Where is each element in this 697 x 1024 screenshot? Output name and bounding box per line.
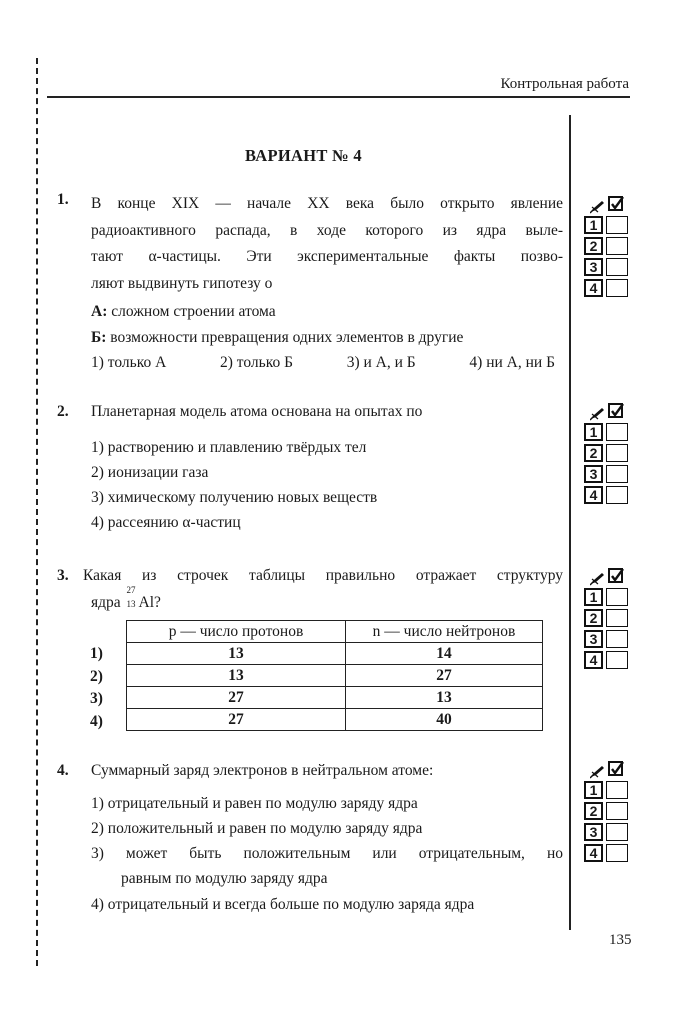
option-1: 1) растворению и плавлению твёрдых тел — [91, 439, 367, 456]
answer-boxes-q3 — [584, 568, 634, 672]
answer-row-3 — [584, 630, 634, 651]
text-line: Какая из строчек таблицы правильно отражает структуру — [83, 567, 563, 584]
variant-title: ВАРИАНТ № 4 — [245, 146, 362, 165]
row-label: 2) — [90, 667, 103, 685]
question-number: 2. — [57, 403, 69, 420]
statement-a — [91, 303, 276, 321]
answer-options — [91, 354, 555, 372]
text-line: 3) может быть положительным или отрицательным, но — [91, 845, 563, 862]
answer-number: 1 — [584, 216, 603, 234]
table-cell: 13 — [127, 643, 346, 665]
answer-number: 4 — [584, 279, 603, 297]
answer-header — [584, 568, 634, 588]
answer-row-2 — [584, 444, 634, 465]
answer-input-box[interactable] — [606, 465, 628, 483]
question-number: 1. — [57, 191, 69, 208]
answer-input-box[interactable] — [606, 237, 628, 255]
answer-header — [584, 403, 634, 423]
table-cell: 13 — [127, 665, 346, 687]
checkmark-icon — [610, 761, 625, 776]
option-1: 1) отрицательный и равен по модулю заряду ядра — [91, 795, 418, 812]
isotope-notation — [125, 585, 139, 609]
answer-number: 3 — [584, 258, 603, 276]
page-number: 135 — [609, 932, 632, 948]
option-3-continuation: равным по модулю заряду ядра — [121, 870, 328, 887]
question-text — [83, 567, 563, 585]
pen-icon — [590, 198, 606, 214]
statement-label: А: — [91, 303, 108, 320]
answer-input-box[interactable] — [606, 279, 628, 297]
checkmark-icon — [610, 196, 625, 211]
answer-row-1 — [584, 588, 634, 609]
answer-row-4 — [584, 486, 634, 507]
pen-icon — [590, 763, 606, 779]
answer-number: 2 — [584, 444, 603, 462]
option-2: 2) только Б — [220, 354, 293, 371]
option-4: 4) отрицательный и всегда больше по модулю заряда ядра — [91, 896, 475, 913]
element-symbol: Al? — [138, 594, 161, 611]
table-row — [127, 665, 543, 687]
answer-checkbox[interactable] — [608, 403, 623, 418]
answer-row-1 — [584, 423, 634, 444]
question-text: Суммарный заряд электронов в нейтральном атоме: — [91, 762, 434, 779]
table-row — [127, 709, 543, 731]
table-cell: 27 — [127, 687, 346, 709]
answer-input-box[interactable] — [606, 258, 628, 276]
answer-header — [584, 761, 634, 781]
header-rule — [47, 96, 630, 98]
answer-input-box[interactable] — [606, 844, 628, 862]
table-header-row — [127, 621, 543, 643]
answer-input-box[interactable] — [606, 216, 628, 234]
option-1: 1) только А — [91, 354, 167, 371]
option-3 — [91, 845, 563, 863]
answer-number: 2 — [584, 802, 603, 820]
table-cell: 40 — [346, 709, 543, 731]
text-line: В конце XIX — начале XX века было открыто явление — [91, 195, 563, 212]
row-label: 4) — [90, 712, 103, 730]
question-text — [91, 191, 563, 297]
answer-boxes-q2 — [584, 403, 634, 507]
option-4: 4) ни А, ни Б — [469, 354, 555, 371]
column-header: p — число протонов — [127, 621, 346, 643]
running-head: Контрольная работа — [500, 76, 629, 92]
pen-icon — [590, 570, 606, 586]
answer-number: 4 — [584, 844, 603, 862]
statement-text: возможности превращения одних элементов в другие — [106, 329, 464, 346]
table-cell: 27 — [127, 709, 346, 731]
text-line: ядра — [91, 594, 121, 611]
question-text: Планетарная модель атома основана на опытах по — [91, 403, 423, 420]
option-3: 3) и А, и Б — [346, 354, 416, 371]
nucleus-table — [126, 620, 543, 731]
answer-input-box[interactable] — [606, 444, 628, 462]
table-row-labels — [90, 643, 103, 733]
question-text-line-2 — [91, 585, 161, 612]
answer-input-box[interactable] — [606, 423, 628, 441]
table-row — [127, 687, 543, 709]
answer-input-box[interactable] — [606, 630, 628, 648]
answer-input-box[interactable] — [606, 651, 628, 669]
answer-checkbox[interactable] — [608, 568, 623, 583]
answer-row-1 — [584, 216, 634, 237]
answer-number: 3 — [584, 465, 603, 483]
statement-label: Б: — [91, 329, 107, 346]
row-label: 3) — [90, 690, 103, 707]
text-line: тают α-частицы. Эти экспериментальные факты позво- — [91, 248, 563, 265]
answer-input-box[interactable] — [606, 823, 628, 841]
text-line: радиоактивного распада, в ходе которого из ядра выле- — [91, 221, 563, 239]
checkmark-icon — [610, 568, 625, 583]
statement-b — [91, 329, 463, 347]
mass-number: 27 — [126, 585, 136, 595]
checkmark-icon — [610, 403, 625, 418]
table-cell: 14 — [346, 643, 543, 665]
cut-line — [36, 58, 38, 966]
option-2: 2) ионизации газа — [91, 464, 209, 481]
answer-number: 3 — [584, 630, 603, 648]
answer-row-4 — [584, 651, 634, 672]
answer-number: 1 — [584, 423, 603, 441]
answer-header — [584, 196, 634, 216]
option-2: 2) положительный и равен по модулю заряду ядра — [91, 820, 423, 837]
answer-margin-rule — [569, 115, 571, 930]
answer-row-2 — [584, 237, 634, 258]
answer-number: 1 — [584, 588, 603, 606]
answer-number: 4 — [584, 651, 603, 669]
answer-input-box[interactable] — [606, 781, 628, 799]
answer-row-4 — [584, 279, 634, 300]
atomic-number: 13 — [126, 599, 136, 609]
answer-input-box[interactable] — [606, 609, 628, 627]
answer-boxes-q1 — [584, 196, 634, 300]
answer-boxes-q4 — [584, 761, 634, 865]
answer-row-3 — [584, 465, 634, 486]
option-3: 3) химическому получению новых веществ — [91, 489, 378, 506]
answer-row-4 — [584, 844, 634, 865]
row-label: 1) — [90, 645, 103, 662]
pen-icon — [590, 405, 606, 421]
table-row — [127, 643, 543, 665]
answer-row-3 — [584, 258, 634, 279]
answer-number: 1 — [584, 781, 603, 799]
text-line: ляют выдвинуть гипотезу о — [91, 274, 273, 292]
answer-number: 2 — [584, 237, 603, 255]
statement-text: сложном строении атома — [107, 303, 276, 320]
answer-input-box[interactable] — [606, 588, 628, 606]
column-header: n — число нейтронов — [346, 621, 543, 643]
table-cell: 27 — [346, 665, 543, 687]
question-number: 4. — [57, 762, 69, 779]
table-cell: 13 — [346, 687, 543, 709]
option-4: 4) рассеянию α-частиц — [91, 514, 241, 531]
answer-number: 4 — [584, 486, 603, 504]
answer-number: 2 — [584, 609, 603, 627]
question-number: 3. — [57, 567, 69, 584]
answer-row-2 — [584, 802, 634, 823]
answer-row-2 — [584, 609, 634, 630]
answer-input-box[interactable] — [606, 486, 628, 504]
answer-row-3 — [584, 823, 634, 844]
answer-checkbox[interactable] — [608, 196, 623, 211]
answer-input-box[interactable] — [606, 802, 628, 820]
answer-row-1 — [584, 781, 634, 802]
answer-checkbox[interactable] — [608, 761, 623, 776]
answer-number: 3 — [584, 823, 603, 841]
